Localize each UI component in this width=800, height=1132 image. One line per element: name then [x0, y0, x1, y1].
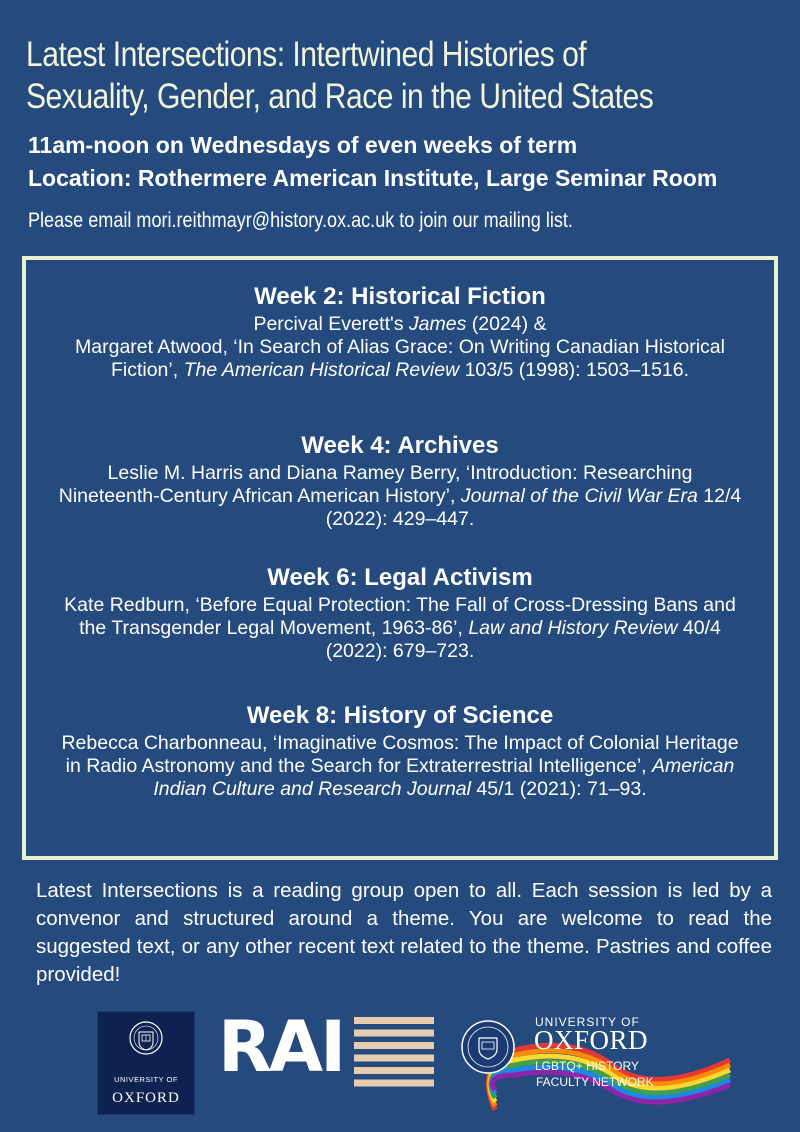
week-4-section: [26, 432, 774, 531]
week-heading: Week 8: History of Science: [246, 702, 554, 729]
lgbt-logo-wordmark: OXFORD: [534, 1025, 649, 1055]
citation-italic-text: American Indian Culture and Research Journal: [153, 755, 735, 800]
week-8-section: [26, 702, 774, 801]
title-line-1: Latest Intersections: Intertwined Histories of: [26, 35, 587, 74]
lgbt-logo-line-1: LGBTQ+ HISTORY: [535, 1059, 639, 1073]
citation-text: Kate Redburn, ‘Before Equal Protection: The Fall of Cross-Dressing Bans and the Transgender Legal Movement, 1963-86’,: [64, 594, 736, 639]
oxford-logo-wordmark: OXFORD: [112, 1090, 180, 1106]
lgbt-logo-line-2: FACULTY NETWORK: [536, 1075, 654, 1089]
oxford-logo-small-text: UNIVERSITY OF: [114, 1075, 178, 1084]
page-title: [26, 34, 783, 118]
citation-text: Leslie M. Harris and Diana Ramey Berry, ‘Introduction: Researching Nineteenth-Century African American History’,: [58, 462, 693, 507]
rai-logo-text: RAI: [218, 1006, 344, 1088]
meeting-time: 11am-noon on Wednesdays of even weeks of term: [28, 132, 578, 158]
week-6-section: [26, 564, 774, 663]
week-reading: [26, 462, 774, 531]
citation-text: (2024) &: [466, 313, 547, 335]
week-reading: [26, 594, 774, 663]
citation-text: 40/4 (2022): 679–723.: [325, 617, 721, 662]
citation-text: Percival Everett's: [253, 313, 409, 335]
lgbtq-history-network-logo: [455, 1005, 735, 1115]
mailing-list-note: Please email mori.reithmayr@history.ox.ac.uk to join our mailing list.: [28, 209, 573, 232]
citation-italic-text: The American Historical Review: [183, 359, 460, 381]
about-paragraph: Latest Intersections is a reading group open to all. Each session is led by a convenor and structured around a theme. You are welcome to read the suggested text, or any other recent text related to the theme. Pastries and coffee provided!: [36, 879, 772, 986]
citation-text: Rebecca Charbonneau, ‘Imaginative Cosmos: The Impact of Colonial Heritage in Radio Astronomy and the Search for Extraterrestrial Intelligence’,: [61, 732, 739, 777]
week-2-section: [26, 283, 774, 382]
title-line-2: Sexuality, Gender, and Race in the United States: [26, 77, 654, 116]
week-heading: Week 6: Legal Activism: [267, 564, 533, 591]
rai-stripes-icon: [354, 1017, 434, 1087]
citation-italic-text: Journal of the Civil War Era: [460, 485, 698, 507]
week-reading: [26, 313, 774, 382]
week-heading: Week 4: Archives: [301, 432, 499, 459]
citation-text: Margaret Atwood, ‘In Search of Alias Grace: On Writing Canadian Historical Fiction’,: [75, 336, 725, 381]
citation-text: 12/4 (2022): 429–447.: [325, 485, 742, 530]
university-of-oxford-logo: [97, 1011, 195, 1115]
reading-list-box: [22, 256, 778, 860]
week-heading: Week 2: Historical Fiction: [254, 283, 546, 310]
citation-italic-text: James: [408, 313, 467, 335]
citation-italic-text: Law and History Review: [468, 617, 678, 639]
week-reading: [26, 732, 774, 801]
lgbt-logo-small-text: UNIVERSITY OF: [535, 1015, 640, 1029]
citation-text: 103/5 (1998): 1503–1516.: [459, 359, 690, 381]
logo-row: [0, 1005, 800, 1125]
meeting-location: Location: Rothermere American Institute, Large Seminar Room: [28, 165, 718, 191]
citation-text: 45/1 (2021): 71–93.: [470, 778, 647, 800]
oxford-crest-icon: [128, 1020, 164, 1060]
